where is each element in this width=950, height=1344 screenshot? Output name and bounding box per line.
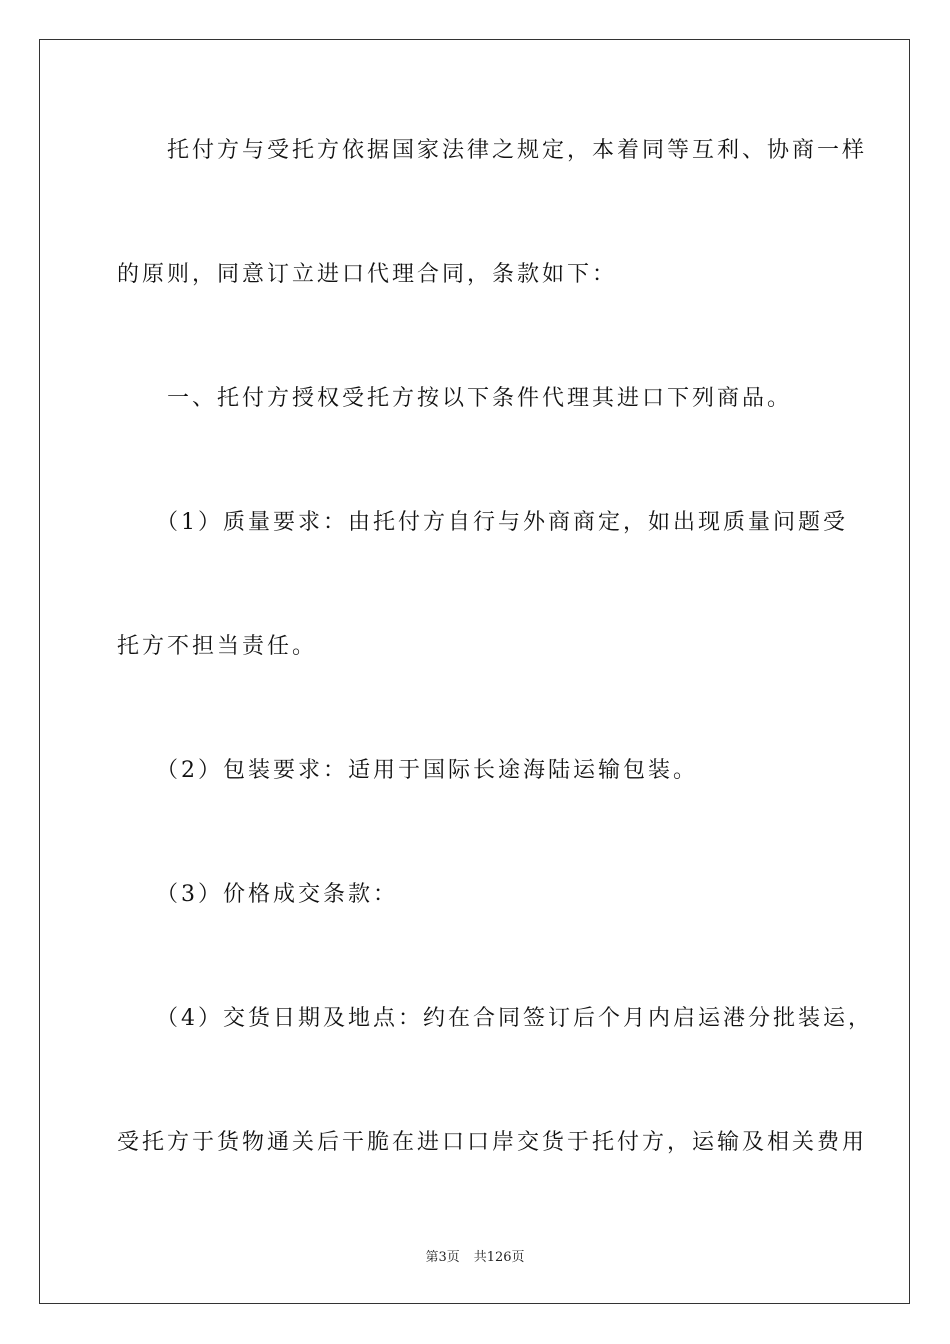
text-line-4: （1）质量要求：由托付方自行与外商商定，如出现质量问题受 <box>117 510 848 535</box>
text-line-6: （2）包装要求：适用于国际长途海陆运输包装。 <box>117 758 698 783</box>
text-line-2: 的原则，同意订立进口代理合同，条款如下： <box>117 262 618 287</box>
text-line-8: （4）交货日期及地点：约在合同签订后个月内启运港分批装运， <box>117 1006 873 1031</box>
total-page-count: 共126页 <box>473 1250 525 1265</box>
text-line-5: 托方不担当责任。 <box>117 634 318 659</box>
current-page-number: 第3页 <box>425 1250 460 1265</box>
page-border <box>39 39 910 1304</box>
page-footer <box>0 1246 950 1265</box>
text-line-1: 托付方与受托方依据国家法律之规定，本着同等互利、协商一样 <box>117 138 868 163</box>
text-line-7: （3）价格成交条款： <box>117 882 398 907</box>
text-line-9: 受托方于货物通关后干脆在进口口岸交货于托付方，运输及相关费用 <box>117 1130 868 1155</box>
text-line-3: 一、托付方授权受托方按以下条件代理其进口下列商品。 <box>117 386 793 411</box>
